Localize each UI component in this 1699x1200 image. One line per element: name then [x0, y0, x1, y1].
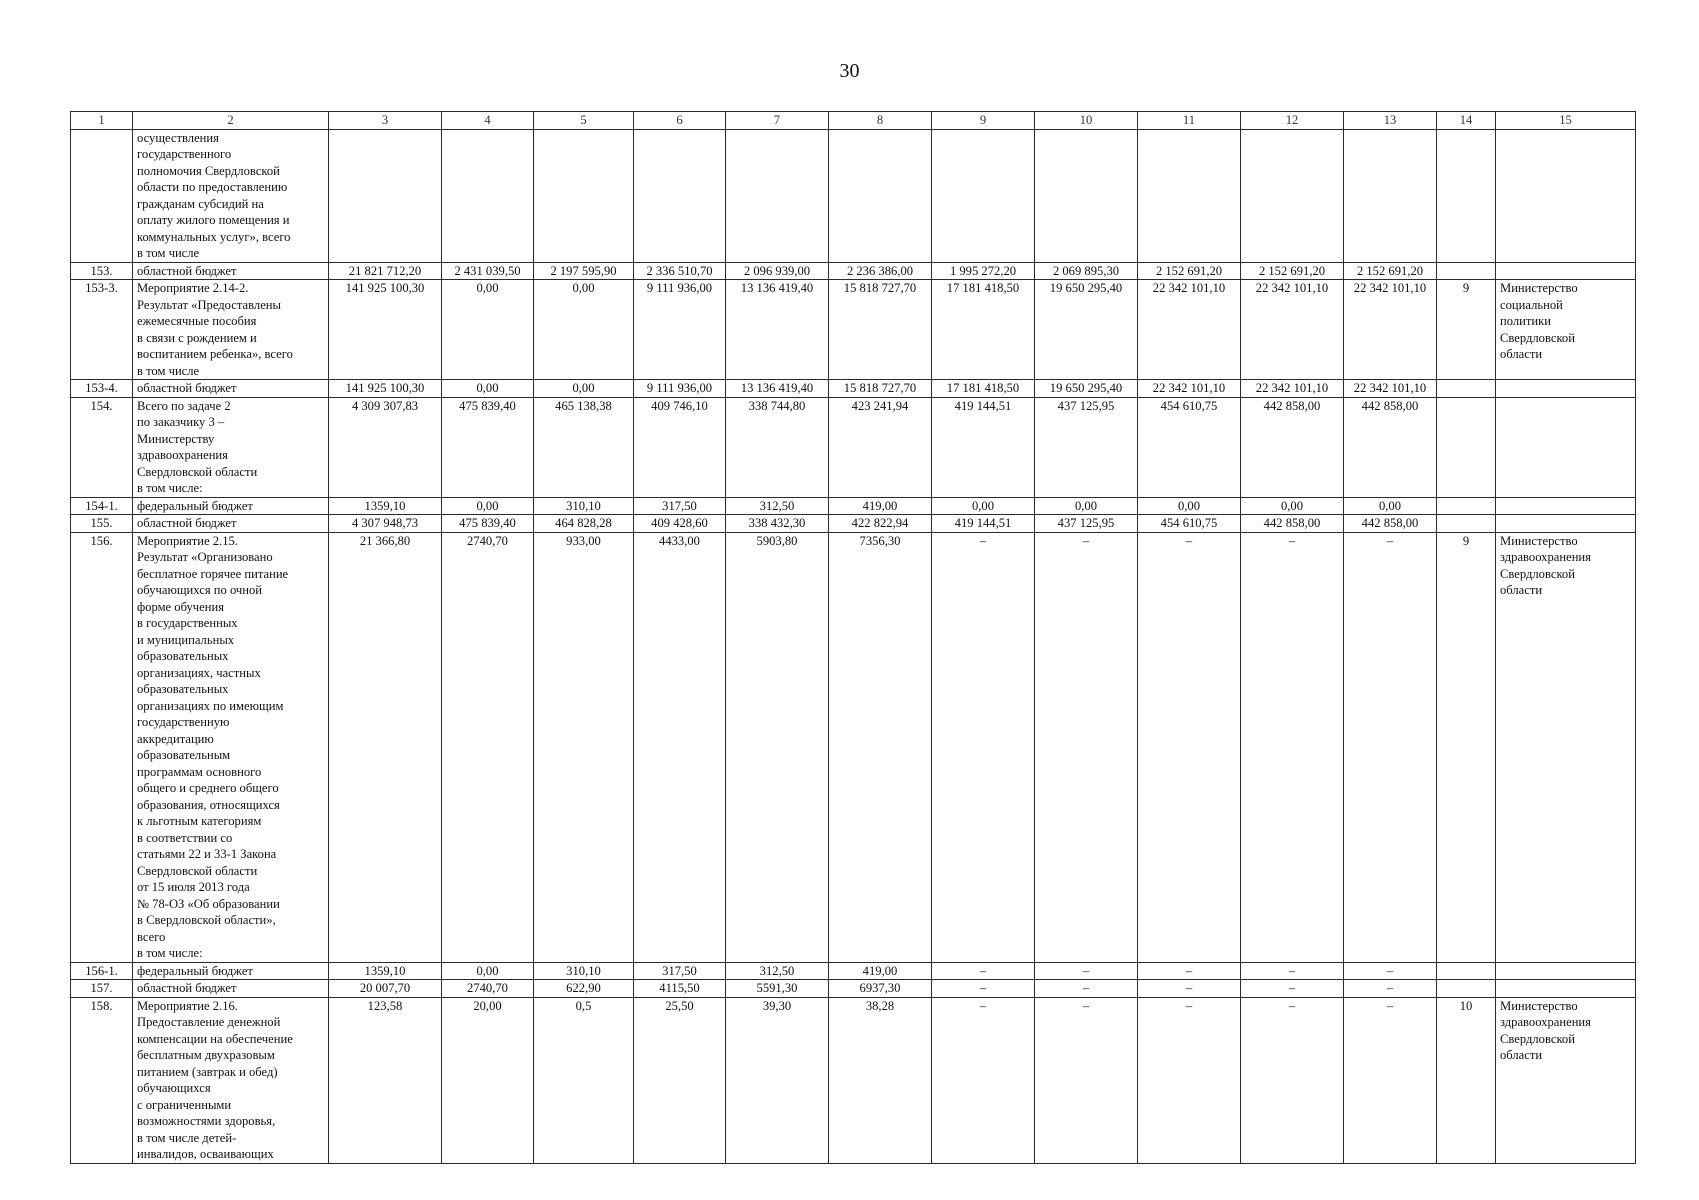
amount-cell: 0,00 — [442, 962, 534, 980]
executor-cell — [1496, 515, 1636, 533]
amount-cell: 20 007,70 — [329, 980, 442, 998]
amount-cell: 19 650 295,40 — [1035, 380, 1138, 398]
amount-cell: 4 309 307,83 — [329, 397, 442, 497]
table-row — [71, 397, 1636, 497]
row-description: Мероприятие 2.14-2. Результат «Предоставлены ежемесячные пособия в связи с рождением и воспитанием ребенка», всего в том числе — [133, 280, 329, 380]
amount-cell: 141 925 100,30 — [329, 280, 442, 380]
amount-cell: 423 241,94 — [829, 397, 932, 497]
row-number: 153. — [71, 262, 133, 280]
amount-cell: 17 181 418,50 — [932, 280, 1035, 380]
amount-cell — [534, 129, 634, 262]
amount-cell: 465 138,38 — [534, 397, 634, 497]
column-header: 11 — [1138, 112, 1241, 130]
executor-cell: Министерство социальной политики Свердловской области — [1496, 280, 1636, 380]
table-row — [71, 532, 1636, 962]
row-description: Всего по задаче 2 по заказчику 3 – Министерству здравоохранения Свердловской области в том числе: — [133, 397, 329, 497]
target-indicator-cell — [1437, 397, 1496, 497]
amount-cell: 141 925 100,30 — [329, 380, 442, 398]
amount-cell: 933,00 — [534, 532, 634, 962]
amount-cell — [442, 129, 534, 262]
amount-cell: 454 610,75 — [1138, 515, 1241, 533]
amount-cell: – — [1241, 962, 1344, 980]
amount-cell — [829, 129, 932, 262]
amount-cell: 19 650 295,40 — [1035, 280, 1138, 380]
amount-cell: 454 610,75 — [1138, 397, 1241, 497]
amount-cell: 0,00 — [534, 280, 634, 380]
amount-cell: 9 111 936,00 — [634, 380, 726, 398]
amount-cell: 2 431 039,50 — [442, 262, 534, 280]
amount-cell: 0,00 — [932, 497, 1035, 515]
amount-cell: 338 744,80 — [726, 397, 829, 497]
column-header: 5 — [534, 112, 634, 130]
executor-cell: Министерство здравоохранения Свердловской области — [1496, 532, 1636, 962]
amount-cell: 2 197 595,90 — [534, 262, 634, 280]
amount-cell: 419,00 — [829, 962, 932, 980]
amount-cell: 475 839,40 — [442, 397, 534, 497]
target-indicator-cell — [1437, 497, 1496, 515]
amount-cell: 2740,70 — [442, 532, 534, 962]
amount-cell: 437 125,95 — [1035, 515, 1138, 533]
row-description: федеральный бюджет — [133, 962, 329, 980]
column-header: 2 — [133, 112, 329, 130]
executor-cell — [1496, 962, 1636, 980]
row-number: 155. — [71, 515, 133, 533]
table-row — [71, 380, 1636, 398]
row-description: областной бюджет — [133, 515, 329, 533]
amount-cell: – — [1241, 980, 1344, 998]
amount-cell: 22 342 101,10 — [1344, 280, 1437, 380]
amount-cell: 22 342 101,10 — [1344, 380, 1437, 398]
column-header: 6 — [634, 112, 726, 130]
amount-cell: – — [1138, 962, 1241, 980]
amount-cell: 2 152 691,20 — [1241, 262, 1344, 280]
amount-cell — [726, 129, 829, 262]
amount-cell — [1138, 129, 1241, 262]
amount-cell: 13 136 419,40 — [726, 280, 829, 380]
amount-cell: 2 336 510,70 — [634, 262, 726, 280]
page-number: 30 — [839, 60, 860, 82]
row-number: 157. — [71, 980, 133, 998]
target-indicator-cell — [1437, 980, 1496, 998]
amount-cell — [932, 129, 1035, 262]
amount-cell: 310,10 — [534, 497, 634, 515]
row-description: областной бюджет — [133, 980, 329, 998]
amount-cell: 317,50 — [634, 497, 726, 515]
column-header: 7 — [726, 112, 829, 130]
amount-cell: 442 858,00 — [1344, 515, 1437, 533]
amount-cell: 21 366,80 — [329, 532, 442, 962]
table-row — [71, 497, 1636, 515]
amount-cell: – — [932, 532, 1035, 962]
row-number: 156-1. — [71, 962, 133, 980]
amount-cell: 409 746,10 — [634, 397, 726, 497]
amount-cell: – — [1344, 997, 1437, 1163]
amount-cell: 1359,10 — [329, 962, 442, 980]
amount-cell: 1359,10 — [329, 497, 442, 515]
target-indicator-cell — [1437, 129, 1496, 262]
amount-cell: 422 822,94 — [829, 515, 932, 533]
table-row — [71, 997, 1636, 1163]
amount-cell: 22 342 101,10 — [1241, 280, 1344, 380]
amount-cell: 0,00 — [1035, 497, 1138, 515]
executor-cell — [1496, 397, 1636, 497]
row-number — [71, 129, 133, 262]
amount-cell: 6937,30 — [829, 980, 932, 998]
row-number: 154-1. — [71, 497, 133, 515]
table-row — [71, 280, 1636, 380]
amount-cell — [1035, 129, 1138, 262]
amount-cell: 4115,50 — [634, 980, 726, 998]
amount-cell: 39,30 — [726, 997, 829, 1163]
amount-cell: 442 858,00 — [1241, 397, 1344, 497]
column-header: 13 — [1344, 112, 1437, 130]
amount-cell: 442 858,00 — [1344, 397, 1437, 497]
amount-cell: 4433,00 — [634, 532, 726, 962]
amount-cell — [1241, 129, 1344, 262]
row-description: осуществления государственного полномочия Свердловской области по предоставлению гражданам субсидий на оплату жилого помещения и коммунальных услуг», всего в том числе — [133, 129, 329, 262]
row-number: 153-4. — [71, 380, 133, 398]
row-number: 153-3. — [71, 280, 133, 380]
amount-cell: – — [1138, 997, 1241, 1163]
row-description: Мероприятие 2.15. Результат «Организовано бесплатное горячее питание обучающихся по очной форме обучения в государственных и муниципальных образовательных организациях, частных образовательных организациях по имеющим государственную аккредитацию образовательным программам основного общего и среднего общего образования, относящихся к льготным категориям в соответствии со статьями 22 и 33-1 Закона Свердловской области от 15 июля 2013 года № 78-ОЗ «Об образовании в Свердловской области», всего в том числе: — [133, 532, 329, 962]
amount-cell: 38,28 — [829, 997, 932, 1163]
amount-cell: 22 342 101,10 — [1138, 380, 1241, 398]
amount-cell: 4 307 948,73 — [329, 515, 442, 533]
row-description: Мероприятие 2.16. Предоставление денежной компенсации на обеспечение бесплатным двухразовым питанием (завтрак и обед) обучающихся с ограниченными возможностями здоровья, в том числе детей- инвалидов, осваивающих — [133, 997, 329, 1163]
amount-cell: 21 821 712,20 — [329, 262, 442, 280]
amount-cell: 22 342 101,10 — [1138, 280, 1241, 380]
amount-cell: – — [1241, 532, 1344, 962]
amount-cell: 0,00 — [1241, 497, 1344, 515]
amount-cell: 0,5 — [534, 997, 634, 1163]
amount-cell — [634, 129, 726, 262]
amount-cell: 7356,30 — [829, 532, 932, 962]
amount-cell: 15 818 727,70 — [829, 280, 932, 380]
table-row — [71, 962, 1636, 980]
amount-cell: 419,00 — [829, 497, 932, 515]
executor-cell — [1496, 262, 1636, 280]
executor-cell: Министерство здравоохранения Свердловской области — [1496, 997, 1636, 1163]
amount-cell: 0,00 — [1344, 497, 1437, 515]
amount-cell: – — [1138, 532, 1241, 962]
amount-cell: – — [932, 997, 1035, 1163]
amount-cell: 22 342 101,10 — [1241, 380, 1344, 398]
row-description: областной бюджет — [133, 262, 329, 280]
executor-cell — [1496, 129, 1636, 262]
row-number: 154. — [71, 397, 133, 497]
amount-cell: 25,50 — [634, 997, 726, 1163]
budget-table — [70, 111, 1636, 1164]
target-indicator-cell — [1437, 962, 1496, 980]
amount-cell: 317,50 — [634, 962, 726, 980]
row-description: областной бюджет — [133, 380, 329, 398]
amount-cell: 312,50 — [726, 497, 829, 515]
amount-cell: 5591,30 — [726, 980, 829, 998]
amount-cell: 13 136 419,40 — [726, 380, 829, 398]
amount-cell: 1 995 272,20 — [932, 262, 1035, 280]
amount-cell: 5903,80 — [726, 532, 829, 962]
amount-cell: 123,58 — [329, 997, 442, 1163]
table-row — [71, 262, 1636, 280]
column-header: 3 — [329, 112, 442, 130]
column-header-row — [71, 112, 1636, 130]
column-header: 4 — [442, 112, 534, 130]
amount-cell: 464 828,28 — [534, 515, 634, 533]
column-header: 8 — [829, 112, 932, 130]
amount-cell: 442 858,00 — [1241, 515, 1344, 533]
target-indicator-cell — [1437, 380, 1496, 398]
amount-cell: – — [1035, 532, 1138, 962]
amount-cell: 622,90 — [534, 980, 634, 998]
amount-cell: 2 069 895,30 — [1035, 262, 1138, 280]
amount-cell: 437 125,95 — [1035, 397, 1138, 497]
amount-cell — [1344, 129, 1437, 262]
amount-cell: – — [932, 980, 1035, 998]
table-row — [71, 129, 1636, 262]
amount-cell: – — [1344, 980, 1437, 998]
target-indicator-cell: 10 — [1437, 997, 1496, 1163]
amount-cell: – — [932, 962, 1035, 980]
target-indicator-cell — [1437, 515, 1496, 533]
amount-cell: 409 428,60 — [634, 515, 726, 533]
target-indicator-cell: 9 — [1437, 280, 1496, 380]
amount-cell — [329, 129, 442, 262]
amount-cell: 310,10 — [534, 962, 634, 980]
amount-cell: 0,00 — [534, 380, 634, 398]
amount-cell: 0,00 — [442, 497, 534, 515]
amount-cell: – — [1344, 532, 1437, 962]
amount-cell: 2 096 939,00 — [726, 262, 829, 280]
amount-cell: 419 144,51 — [932, 397, 1035, 497]
amount-cell: 9 111 936,00 — [634, 280, 726, 380]
column-header: 1 — [71, 112, 133, 130]
amount-cell: 0,00 — [442, 380, 534, 398]
amount-cell: – — [1035, 980, 1138, 998]
column-header: 10 — [1035, 112, 1138, 130]
amount-cell: 20,00 — [442, 997, 534, 1163]
amount-cell: 17 181 418,50 — [932, 380, 1035, 398]
executor-cell — [1496, 980, 1636, 998]
table-row — [71, 515, 1636, 533]
amount-cell: – — [1241, 997, 1344, 1163]
row-number: 156. — [71, 532, 133, 962]
amount-cell: 2 152 691,20 — [1344, 262, 1437, 280]
row-number: 158. — [71, 997, 133, 1163]
amount-cell: 338 432,30 — [726, 515, 829, 533]
column-header: 15 — [1496, 112, 1636, 130]
target-indicator-cell: 9 — [1437, 532, 1496, 962]
amount-cell: 475 839,40 — [442, 515, 534, 533]
amount-cell: 2740,70 — [442, 980, 534, 998]
amount-cell: 15 818 727,70 — [829, 380, 932, 398]
amount-cell: 312,50 — [726, 962, 829, 980]
target-indicator-cell — [1437, 262, 1496, 280]
amount-cell: 0,00 — [1138, 497, 1241, 515]
column-header: 14 — [1437, 112, 1496, 130]
column-header: 12 — [1241, 112, 1344, 130]
amount-cell: – — [1138, 980, 1241, 998]
executor-cell — [1496, 380, 1636, 398]
amount-cell: 0,00 — [442, 280, 534, 380]
amount-cell: 2 152 691,20 — [1138, 262, 1241, 280]
executor-cell — [1496, 497, 1636, 515]
row-description: федеральный бюджет — [133, 497, 329, 515]
amount-cell: 2 236 386,00 — [829, 262, 932, 280]
amount-cell: – — [1035, 997, 1138, 1163]
table-row — [71, 980, 1636, 998]
amount-cell: – — [1035, 962, 1138, 980]
amount-cell: 419 144,51 — [932, 515, 1035, 533]
column-header: 9 — [932, 112, 1035, 130]
amount-cell: – — [1344, 962, 1437, 980]
table-body — [71, 112, 1636, 1164]
